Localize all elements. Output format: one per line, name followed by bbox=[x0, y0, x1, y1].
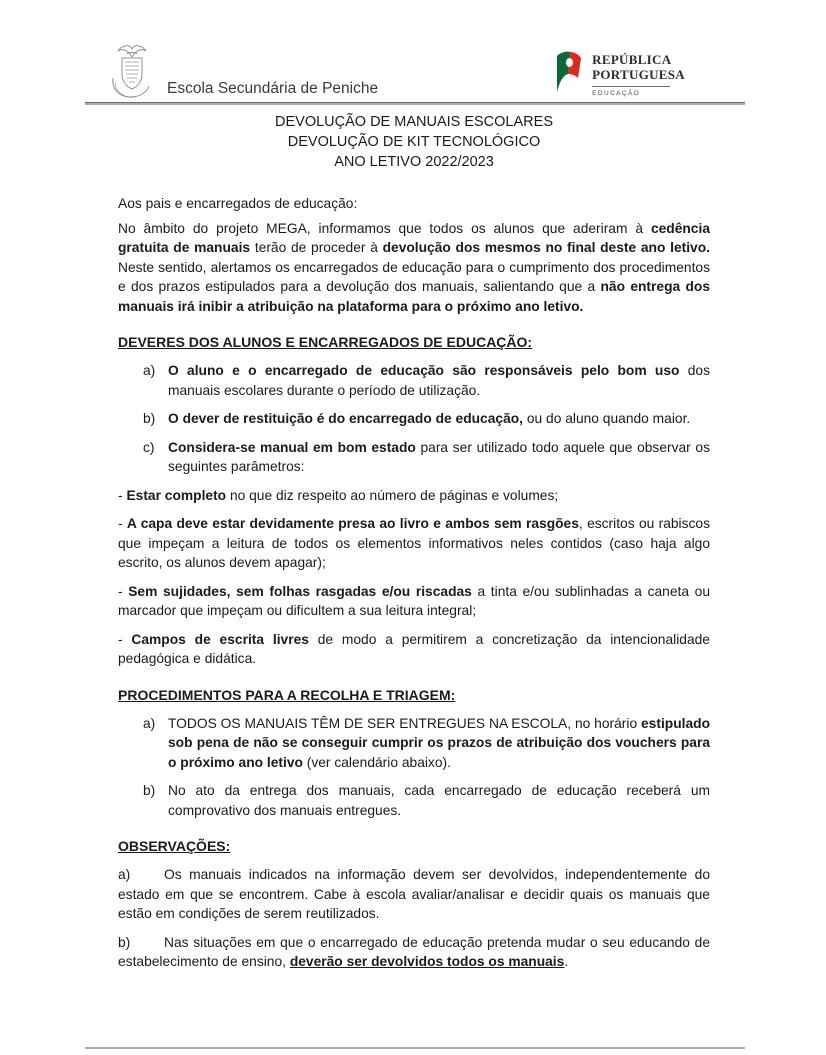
salutation bbox=[118, 194, 710, 214]
text-run: Considera-se manual em bom estado bbox=[168, 439, 416, 455]
text-run: No âmbito do projeto MEGA, informamos que todos os alunos que aderiram à bbox=[118, 220, 651, 236]
letterhead bbox=[85, 44, 745, 102]
section-heading-text: PROCEDIMENTOS PARA A RECOLHA E TRIAGEM: bbox=[118, 686, 456, 703]
dash-item-capa bbox=[118, 514, 710, 573]
text-run: ou do aluno quando maior. bbox=[523, 411, 691, 426]
section-heading-deveres bbox=[118, 332, 710, 352]
text-run: TODOS OS MANUAIS TÊM DE SER ENTREGUES NA ESCOLA, no horário bbox=[168, 715, 641, 731]
text-run: cedência gratuita de manuais bbox=[118, 220, 710, 255]
text-run: O dever de restituição é do encarregado de educação, bbox=[168, 411, 524, 426]
text-run: , escritos ou rabiscos que impeçam a leitura de todos os elementos informativos neles contidos (caso haja algo escrito, os alunos devem apagar); bbox=[118, 516, 710, 570]
text-run: - bbox=[118, 516, 127, 531]
text-run: devolução dos mesmos no final deste ano letivo. bbox=[382, 240, 710, 255]
text-run: O aluno e o encarregado de educação são responsáveis pelo bom uso bbox=[168, 363, 680, 378]
portugal-flag-icon bbox=[553, 50, 583, 98]
deveres-item-c bbox=[118, 438, 710, 477]
text-run: não entrega dos manuais irá inibir a atribuição na plataforma para o próximo ano letivo. bbox=[118, 279, 711, 314]
list-marker: b) bbox=[143, 411, 156, 426]
section-heading-text: DEVERES DOS ALUNOS E ENCARREGADOS DE EDUCAÇÃO: bbox=[118, 334, 533, 350]
text-run: dos manuais escolares durante o período de utilização. bbox=[168, 363, 710, 398]
dash-item-campos bbox=[118, 630, 710, 669]
text-run: para ser utilizado todo aquele que observar os seguintes parâmetros: bbox=[168, 439, 710, 474]
text-run: estipulado sob pena de não se conseguir cumprir os prazos de atribuição dos vouchers para o próximo ano letivo bbox=[168, 715, 710, 770]
text-run: no que diz respeito ao número de páginas e volumes; bbox=[226, 487, 559, 503]
title-line-1: DEVOLUÇÃO DE MANUAIS ESCOLARES bbox=[275, 114, 553, 130]
section-heading-observacoes bbox=[118, 836, 710, 856]
footer-rule bbox=[85, 1047, 745, 1049]
title-line-3: ANO LETIVO 2022/2023 bbox=[334, 154, 494, 170]
school-name: Escola Secundária de Peniche bbox=[167, 80, 379, 97]
text-run: Nas situações em que o encarregado de educação pretenda mudar o seu educando de estabelecimento de ensino, bbox=[118, 934, 710, 969]
procedimentos-item-b bbox=[118, 781, 710, 820]
text-run: (ver calendário abaixo). bbox=[302, 754, 451, 770]
text-run: de modo a permitirem a concretização da intencionalidade pedagógica e didática. bbox=[118, 631, 710, 666]
procedimentos-item-a bbox=[118, 714, 710, 773]
text-run: - bbox=[118, 583, 129, 599]
text-run: terão de proceder à bbox=[250, 240, 383, 255]
text-run: . bbox=[564, 954, 569, 969]
text-run: - bbox=[118, 487, 127, 503]
government-logo-divider bbox=[592, 86, 670, 87]
deveres-item-b bbox=[118, 409, 710, 429]
text-run: - bbox=[118, 631, 132, 647]
school-crest-icon bbox=[105, 44, 159, 102]
government-logo-text bbox=[592, 50, 685, 97]
header-rule bbox=[85, 102, 745, 105]
school-logo-group bbox=[105, 44, 378, 102]
dash-item-sujidades bbox=[118, 582, 710, 621]
list-marker: b) bbox=[143, 783, 156, 798]
text-run: Estar completo bbox=[126, 487, 227, 503]
deveres-item-a bbox=[118, 361, 710, 400]
section-heading-procedimentos bbox=[118, 685, 710, 705]
intro-paragraph bbox=[118, 219, 710, 317]
text-run: a tinta e/ou sublinhadas a caneta ou marcador que impeçam ou dificultem a sua leitura integral; bbox=[118, 583, 710, 618]
document-body bbox=[118, 194, 710, 972]
list-marker: a) bbox=[143, 715, 156, 731]
text-run: Sem sujidades, sem folhas rasgadas e/ou riscadas bbox=[128, 583, 472, 599]
document-content bbox=[118, 112, 710, 981]
list-marker: a) bbox=[118, 867, 131, 882]
observacoes-item-a bbox=[118, 865, 710, 924]
section-heading-text: OBSERVAÇÕES: bbox=[118, 838, 231, 854]
government-logo-group bbox=[553, 50, 685, 98]
list-marker: c) bbox=[143, 439, 155, 455]
text-run: A capa deve estar devidamente presa ao livro e ambos sem rasgões bbox=[126, 516, 579, 531]
document-title bbox=[118, 112, 710, 172]
text-run: No ato da entrega dos manuais, cada encarregado de educação receberá um comprovativo dos manuais entregues. bbox=[168, 783, 710, 818]
government-title-line1: REPÚBLICA bbox=[592, 52, 672, 67]
text-run: Campos de escrita livres bbox=[131, 631, 309, 647]
government-title-line2: PORTUGUESA bbox=[592, 67, 685, 82]
text-run: Neste sentido, alertamos os encarregados de educação para o cumprimento dos procedimentos e dos prazos estipulados para a devolução dos manuais, salientando que a bbox=[118, 259, 710, 294]
list-marker: a) bbox=[143, 363, 156, 378]
text-run: Os manuais indicados na informação devem ser devolvidos, independentemente do estado em que se encontrem. Cabe à escola avaliar/analisar e decidir quais os manuais que estão em condições de serem reutilizados. bbox=[118, 867, 710, 921]
title-line-2: DEVOLUÇÃO DE KIT TECNOLÓGICO bbox=[287, 134, 541, 150]
text-run: Aos pais e encarregados de educação: bbox=[118, 196, 358, 211]
text-run: deverão ser devolvidos todos os manuais bbox=[289, 954, 565, 969]
government-subtitle: EDUCAÇÃO bbox=[592, 90, 641, 97]
observacoes-item-b bbox=[118, 933, 710, 972]
dash-item-completo bbox=[118, 486, 710, 506]
list-marker: b) bbox=[118, 934, 131, 950]
